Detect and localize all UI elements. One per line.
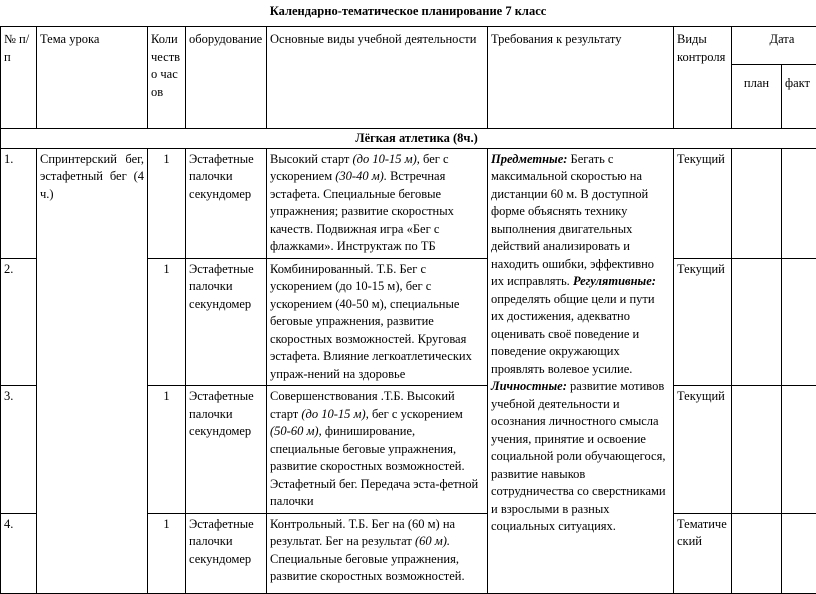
row-activity: Совершенствования .Т.Б. Высокий старт (до 10-15 м), бег с ускорением (50-60 м), финиширование, специальные беговые упражнения, развитие скоростных возможностей. Эстафетный бег. Передача эста-фетной палочки <box>267 386 488 514</box>
header-fact: факт <box>782 65 816 129</box>
row-hours: 1 <box>148 513 186 593</box>
row-fact <box>782 513 816 593</box>
header-activities: Основные виды учебной деятельности <box>267 27 488 129</box>
header-num: № п/п <box>1 27 37 129</box>
header-date: Дата <box>732 27 816 65</box>
row-control: Текущий <box>674 386 732 514</box>
header-requirements: Требования к результату <box>488 27 674 129</box>
row-hours: 1 <box>148 386 186 514</box>
row-num: 4. <box>1 513 37 593</box>
row-equipment: Эстафетные палочки секундомер <box>186 148 267 258</box>
row-control: Текущий <box>674 258 732 386</box>
row-num: 2. <box>1 258 37 386</box>
row-control: Тематический <box>674 513 732 593</box>
row-equipment: Эстафетные палочки секундомер <box>186 258 267 386</box>
header-topic: Тема урока <box>37 27 148 129</box>
row-fact <box>782 258 816 386</box>
section-title: Лёгкая атлетика (8ч.) <box>1 129 816 149</box>
row-hours: 1 <box>148 258 186 386</box>
header-plan: план <box>732 65 782 129</box>
row-plan <box>732 258 782 386</box>
row-activity: Комбинированный. Т.Б. Бег с ускорением (до 10-15 м), бег с ускорением (40-50 м), специальные беговые упражнения, развитие скоростных возможностей. Круговая эстафета. Влияние легкоатлетических упраж-нений на здоровье <box>267 258 488 386</box>
row-num: 1. <box>1 148 37 258</box>
header-control: Виды контроля <box>674 27 732 129</box>
row-control: Текущий <box>674 148 732 258</box>
row-plan <box>732 148 782 258</box>
row-plan <box>732 513 782 593</box>
row-equipment: Эстафетные палочки секундомер <box>186 513 267 593</box>
header-equipment: оборудование <box>186 27 267 129</box>
page-title: Календарно-тематическое планирование 7 класс <box>0 4 816 19</box>
row-num: 3. <box>1 386 37 514</box>
requirements-cell: Предметные: Бегать с максимальной скоростью на дистанции 60 м. В доступной форме объяснять технику выполнения двигательных действий анализировать и находить ошибки, эффективно их исправлять. Регулятивные: определять общие цели и пути их достижения, адекватно оценивать своё поведение и поведение окружающих проявлять волевое усилие. Личностные: развитие мотивов учебной деятельности и осознания личностного смысла учения, принятие и освоение социальной роли обучающегося, развитие навыков сотрудничества со сверстниками и взрослыми в разных социальных ситуациях. <box>488 148 674 593</box>
planning-table <box>0 26 816 594</box>
row-hours: 1 <box>148 148 186 258</box>
row-activity: Контрольный. Т.Б. Бег на (60 м) на результат. Бег на результат (60 м). Специальные беговые упражнения, развитие скоростных возможностей. <box>267 513 488 593</box>
row-activity: Высокий старт (до 10-15 м), бег с ускорением (30-40 м). Встречная эстафета. Специальные беговые упражнения; развитие скоростных качеств. Подвижная игра «Бег с флажками». Инструктаж по ТБ <box>267 148 488 258</box>
row-plan <box>732 386 782 514</box>
row-fact <box>782 386 816 514</box>
header-hours: Количество часов <box>148 27 186 129</box>
row-equipment: Эстафетные палочки секундомер <box>186 386 267 514</box>
row-fact <box>782 148 816 258</box>
topic-group: Спринтерский бег, эстафетный бег (4 ч.) <box>37 148 148 593</box>
